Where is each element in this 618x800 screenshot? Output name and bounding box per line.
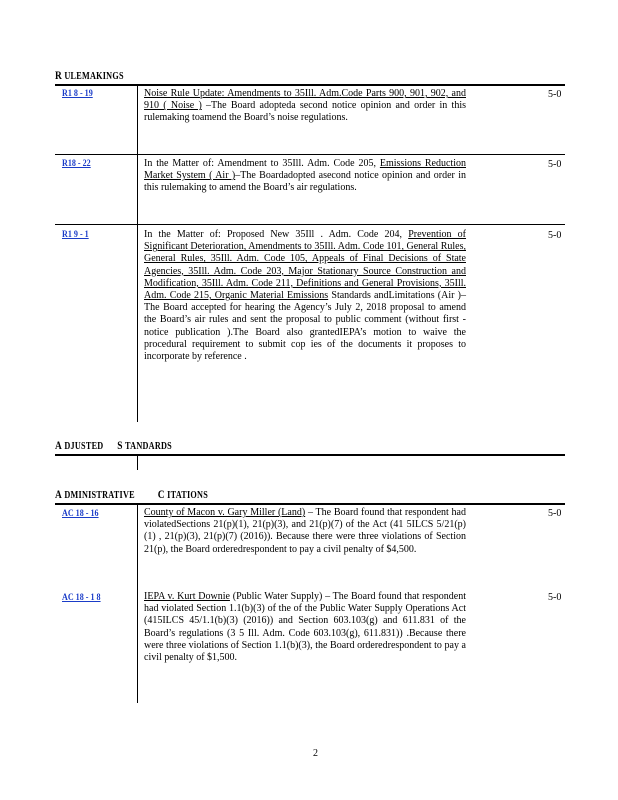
vote-count: 5-0: [548, 592, 562, 603]
row-divider: [55, 224, 565, 225]
rulemakings-rule: [55, 84, 565, 86]
rulemaking-entry: [144, 158, 466, 195]
citation-entry: [144, 507, 466, 556]
adjusted-standards-column-divider: [137, 456, 138, 470]
case-lead: In the Matter of: Amendment to 35Ill. Adm. Code 205,: [144, 158, 376, 169]
case-summary: –The Boardadopted asecond notice opinion and order in this rulemaking to amend the Board’s air regulations.: [144, 170, 466, 194]
adjusted-standards-heading: A DJUSTED S TANDARDS: [55, 440, 172, 452]
case-summary: –The Board adopteda second notice opinion and order in this rulemaking toamend the Board’s noise regulations.: [144, 100, 466, 124]
case-title: County of Macon v. Gary Miller (Land): [144, 507, 306, 518]
vote-count: 5-0: [548, 159, 562, 170]
docket-link-r19-1[interactable]: R1 9 - 1: [62, 230, 89, 240]
citations-column-divider: [137, 505, 138, 703]
docket-link-ac18-18[interactable]: AC 18 - 1 8: [62, 593, 101, 603]
rulemakings-heading: R ULEMAKINGS: [55, 70, 124, 82]
rulemaking-entry: [144, 88, 466, 125]
citation-entry: [144, 591, 466, 664]
case-title: Noise Rule Update: Amendments to 35Ill. Adm.Code Parts 900, 901, 902, and 910 ( Noise ): [144, 88, 466, 112]
rulemaking-entry: [144, 229, 466, 363]
administrative-citations-rule: [55, 503, 565, 505]
docket-link-r18-22[interactable]: R18 - 22: [62, 159, 91, 169]
case-summary: (Public Water Supply) – The Board found that respondent had violated Section 1.1(b)(3) of the of the Public Water Supply Operations Act (415ILCS 45/1.1(b)(3) (2016)) and Section 603.103(g) and 611.831 of the Board’s regulations (3 5 Ill. Adm. Code 603.103(g), 611.831)) .Because there were three violations of Section 1.1(b)(3), the Board orderedrespondent to pay a civil penalty of $1,500.: [144, 591, 467, 664]
case-title: IEPA v. Kurt Downie: [144, 591, 230, 602]
rulemakings-column-divider: [137, 86, 138, 422]
row-divider: [55, 154, 565, 155]
docket-link-ac18-16[interactable]: AC 18 - 16: [62, 509, 99, 519]
docket-link-r18-19[interactable]: R1 8 - 19: [62, 89, 93, 99]
case-summary: Standards andLimitations (Air )–The Board accepted for hearing the Agency’s July 2, 2018 proposal to amend the Board’s air rules and sent the proposal to public comment (without first - notice publication ).The Board also grantedIEPA’s motion to waive the procedural requirement to submit cop ies of the documents it proposes to incorporate by reference .: [144, 290, 467, 363]
vote-count: 5-0: [548, 89, 562, 100]
administrative-citations-heading: A DMINISTRATIVE C ITATIONS: [55, 489, 209, 501]
case-lead: In the Matter of: Proposed New 35Ill . Adm. Code 204,: [144, 229, 403, 240]
vote-count: 5-0: [548, 508, 562, 519]
case-title: Prevention of Significant Deterioration, Amendments to 35Ill. Adm. Code 101, General Rules, General Rules, 35Ill. Adm. Code 105, Appeals of Final Decisions of State Agencies, 35Ill. Adm. Code 203, Major Stationary Source Construction and Modification, 35Ill. Adm. Code 211, Definitions and General Provisions, 35Ill. Adm. Code 215, Organic Material Emissions: [144, 229, 467, 302]
vote-count: 5-0: [548, 230, 562, 241]
page-number: 2: [313, 748, 318, 759]
adjusted-standards-rule: [55, 454, 565, 456]
case-summary: – The Board found that respondent had violatedSections 21(p)(1), 21(p)(3), and 21(p)(7) of the Act (41 5ILCS 5/21(p)(1) , 21(p)(3), 21(p)(7) (2016)). Because there were three violations of Section 21(p), the Board orderedrespondent to pay a civil penalty of $4,500.: [144, 507, 466, 555]
case-title: Emissions Reduction Market System ( Air ): [144, 158, 466, 182]
